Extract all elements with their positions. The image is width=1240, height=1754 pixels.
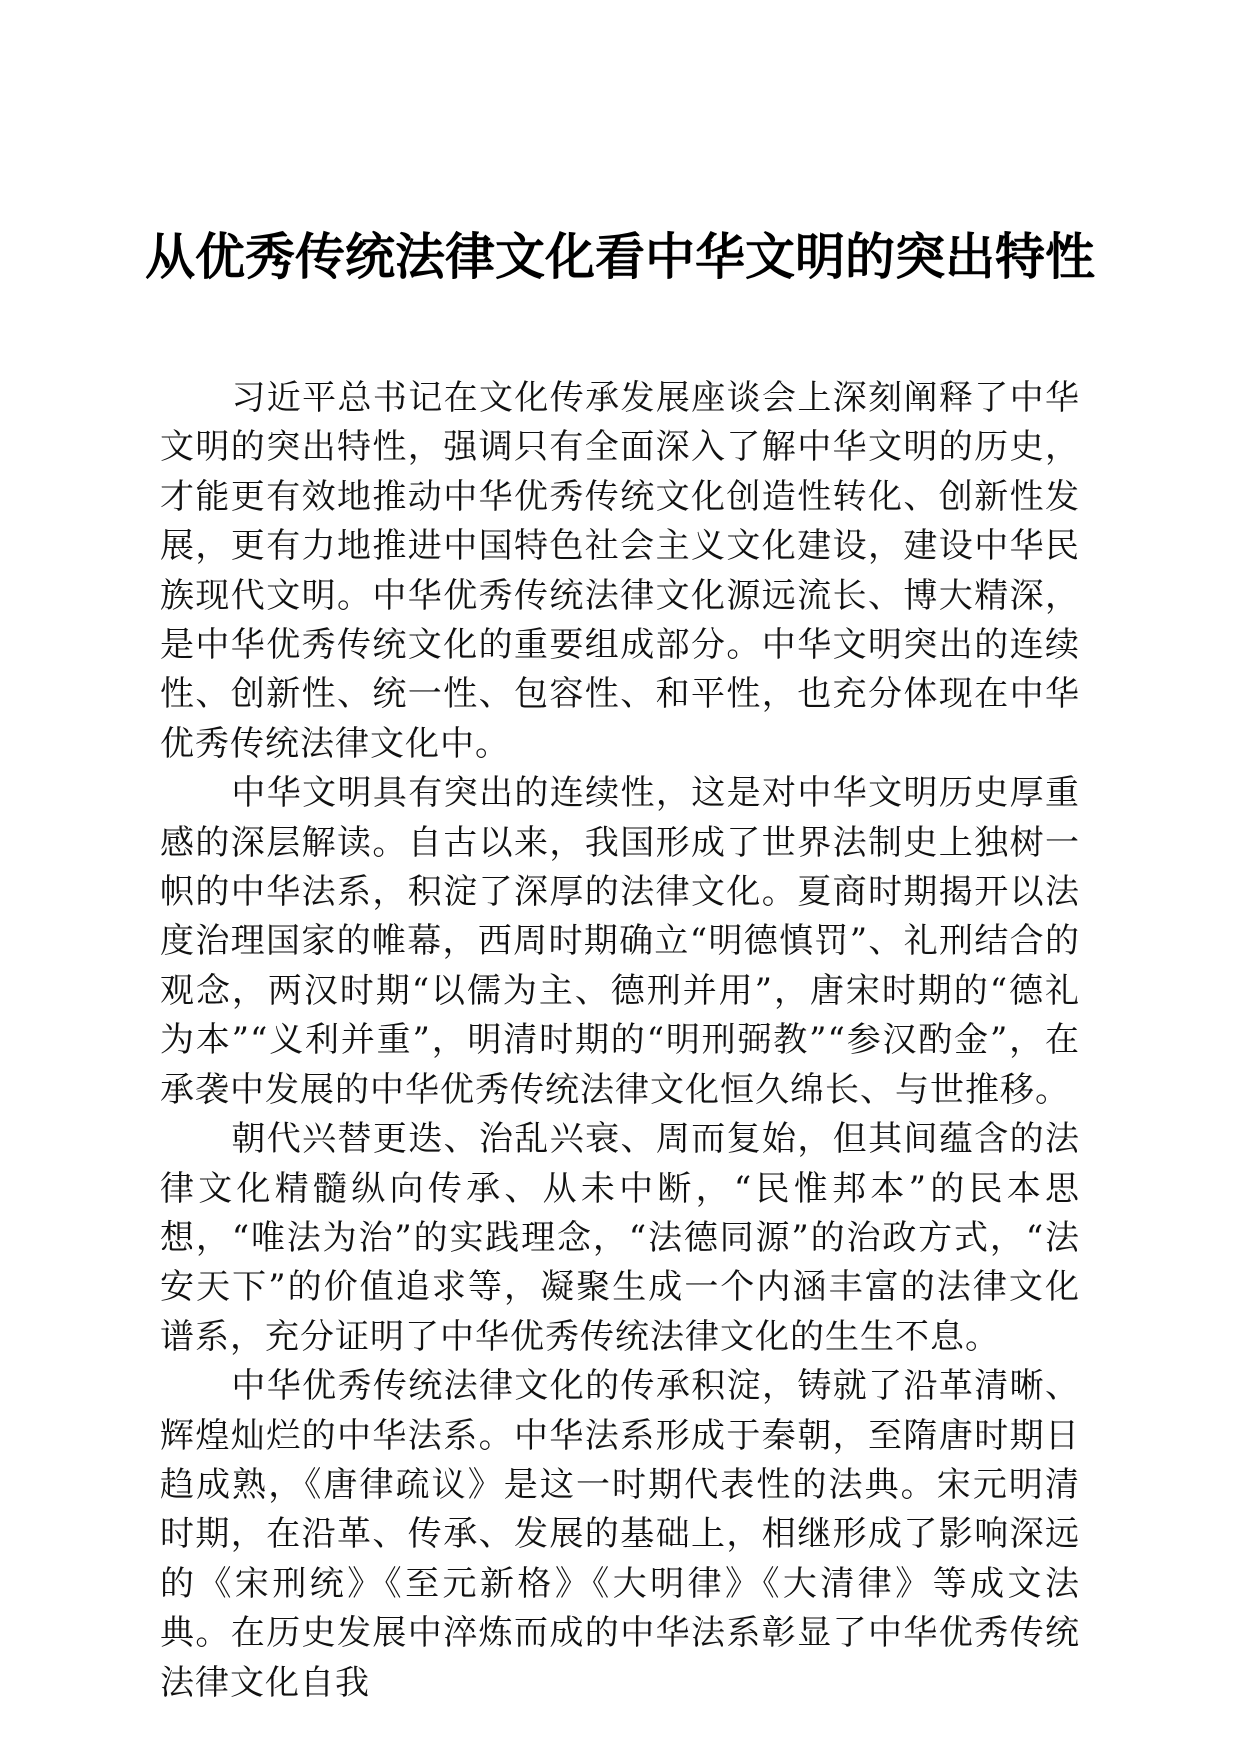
document-title: 从优秀传统法律文化看中华文明的突出特性: [145, 227, 1095, 286]
paragraph: 中华优秀传统法律文化的传承积淀，铸就了沿革清晰、辉煌灿烂的中华法系。中华法系形成于秦朝，至隋唐时期日趋成熟，《唐律疏议》是这一时期代表性的法典。宋元明清时期，在沿革、传承、发展的基础上，相继形成了影响深远的《宋刑统》《至元新格》《大明律》《大清律》等成文法典。在历史发展中淬炼而成的中华法系彰显了中华优秀传统法律文化自我: [160, 1366, 1080, 1703]
paragraph: 中华文明具有突出的连续性，这是对中华文明历史厚重感的深层解读。自古以来，我国形成了世界法制史上独树一帜的中华法系，积淀了深厚的法律文化。夏商时期揭开以法度治理国家的帷幕，西周时期确立“明德慎罚”、礼刑结合的观念，两汉时期“以儒为主、德刑并用”，唐宋时期的“德礼为本”“义利并重”，明清时期的“明刑弼教”“参汉酌金”，在承袭中发展的中华优秀传统法律文化恒久绵长、与世推移。: [160, 773, 1080, 1110]
paragraph: 朝代兴替更迭、治乱兴衰、周而复始，但其间蕴含的法律文化精髓纵向传承、从未中断，“民惟邦本”的民本思想，“唯法为治”的实践理念，“法德同源”的治政方式，“法安天下”的价值追求等，凝聚生成一个内涵丰富的法律文化谱系，充分证明了中华优秀传统法律文化的生生不息。: [160, 1119, 1080, 1357]
document-body: [160, 374, 1080, 1708]
paragraph: 习近平总书记在文化传承发展座谈会上深刻阐释了中华文明的突出特性，强调只有全面深入了解中华文明的历史，才能更有效地推动中华优秀传统文化创造性转化、创新性发展，更有力地推进中国特色社会主义文化建设，建设中华民族现代文明。中华优秀传统法律文化源远流长、博大精深，是中华优秀传统文化的重要组成部分。中华文明突出的连续性、创新性、统一性、包容性、和平性，也充分体现在中华优秀传统法律文化中。: [160, 378, 1080, 764]
